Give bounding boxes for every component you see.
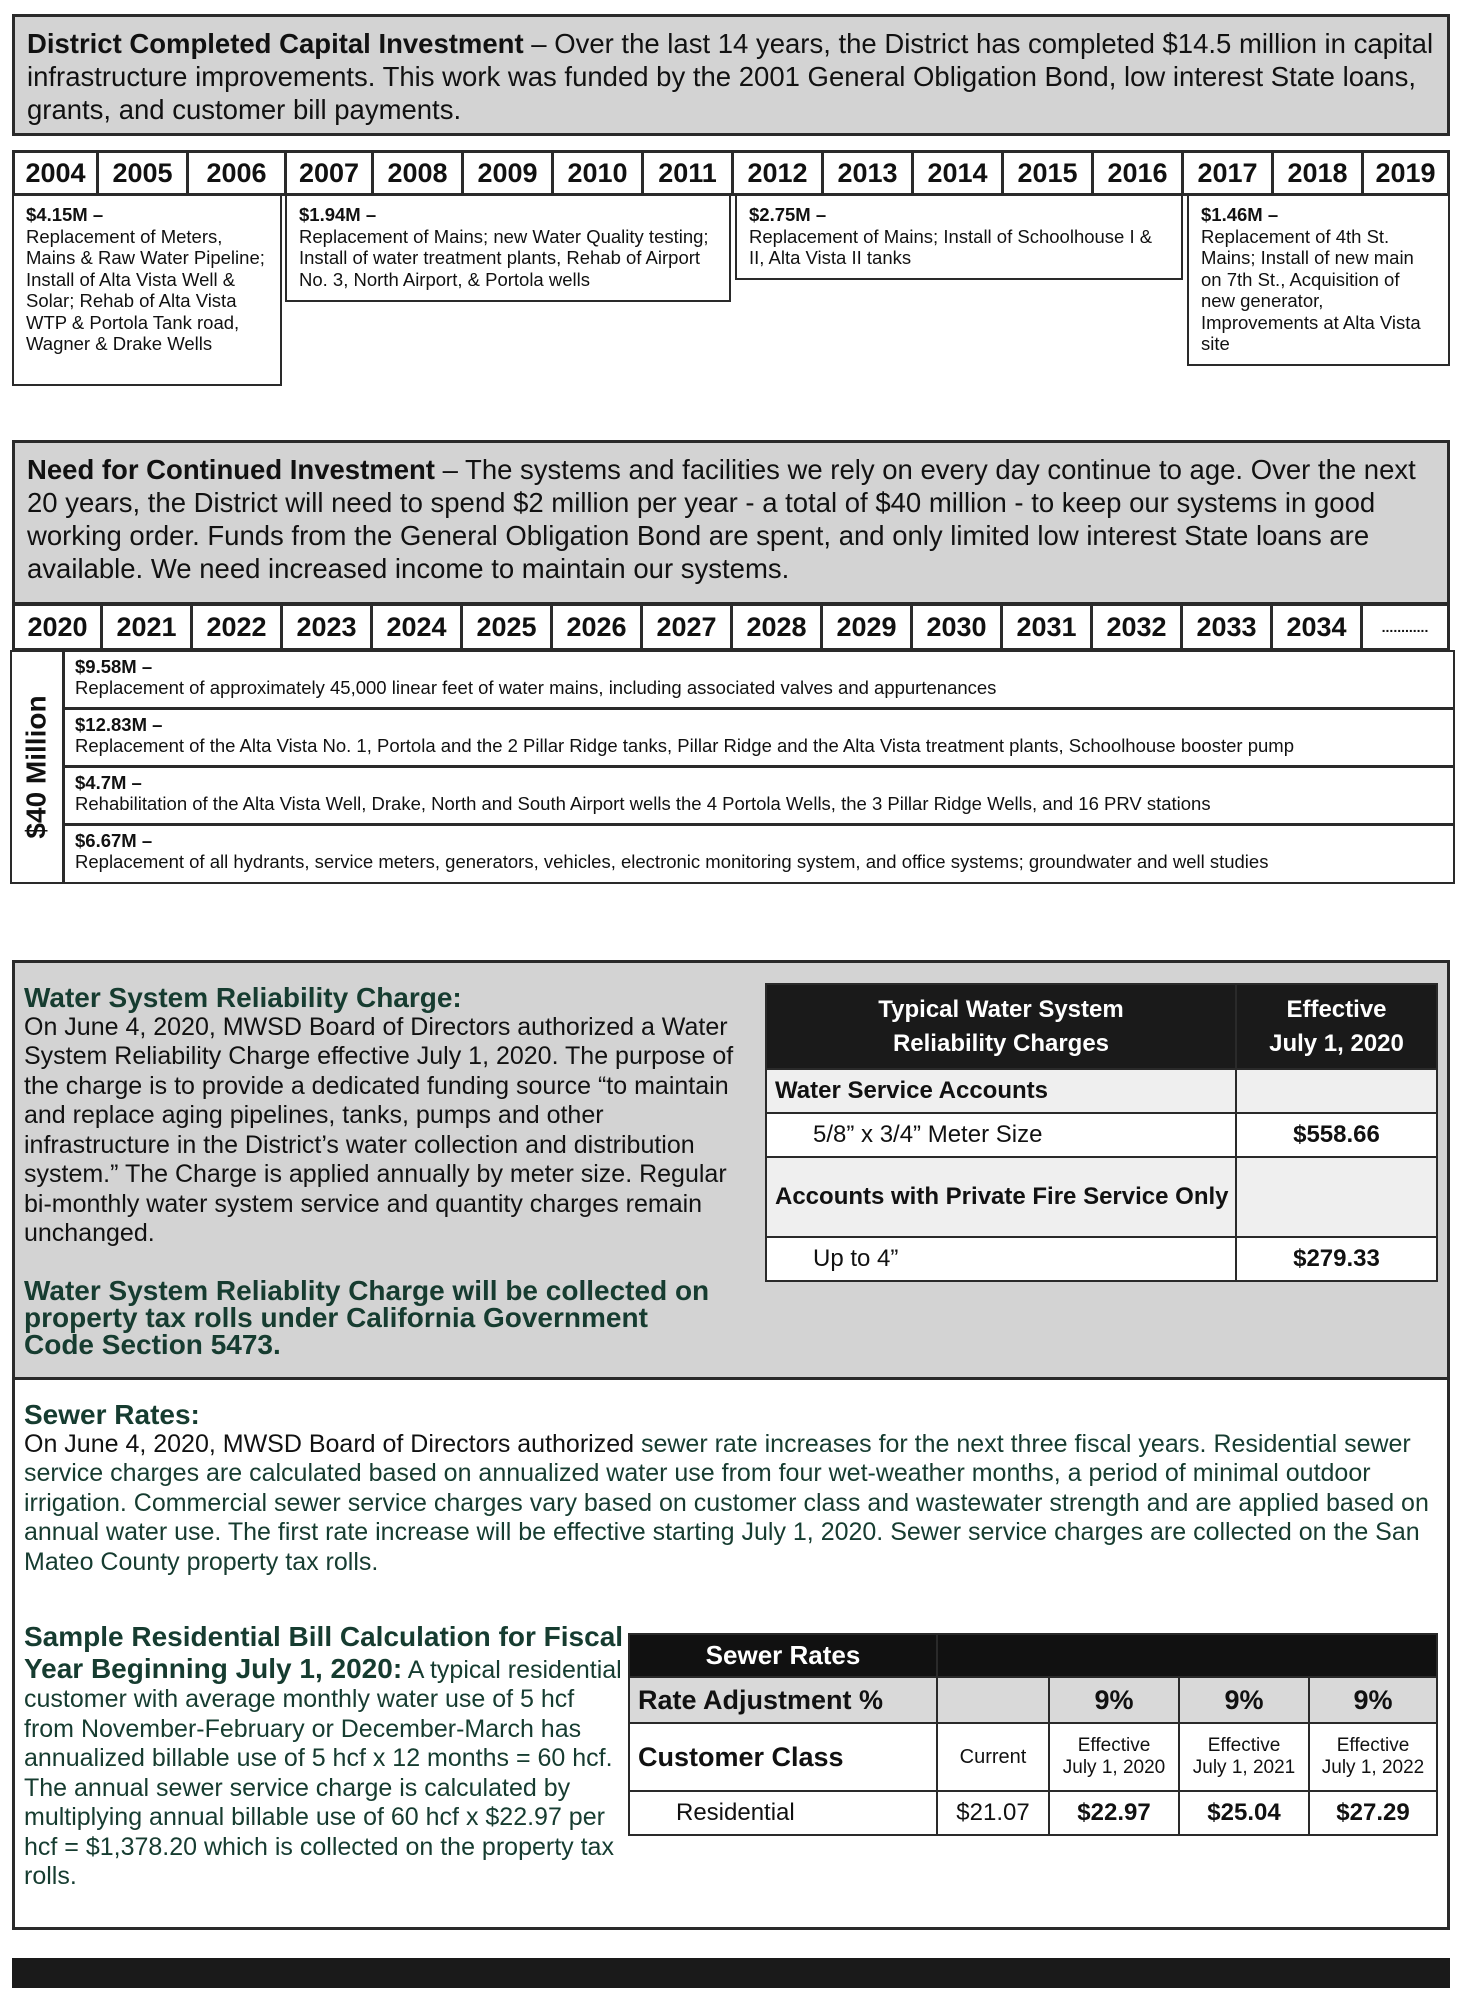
sewer-text-a: On June 4, 2020, MWSD Board of Directors authorized [24,1429,641,1458]
reliability-title: Water System Reliability Charge: [24,982,462,1013]
effective-cell [1179,1723,1309,1791]
group-label: Accounts with Private Fire Service Only [766,1157,1236,1237]
investment-amount: $12.83M – [75,714,163,735]
empty-cell [937,1677,1049,1723]
group-label: Water Service Accounts [766,1069,1236,1113]
year-cell: 2027 [643,606,733,648]
completed-text: – Over the last 14 years, the District has completed $14.5 million in capital infrastructure improvements. This work was funded by the 2001 General Obligation Bond, low interest State loans, grants, and customer bill payments. [27,28,1434,125]
project-amount: $1.94M – [299,204,377,225]
year-cell: 2031 [1003,606,1093,648]
effective-date: July 1, 2022 [1321,1757,1425,1778]
rate-value: 9% [1179,1677,1309,1723]
year-cell: 2030 [913,606,1003,648]
class-label: Customer Class [629,1723,937,1791]
sewer-text-b: sewer rate increases for the next three fiscal years. Residential sewer service charges are calculated based on annualized water use from four wet-weather months, a period of minimal outdoor irrigation. Commercial sewer service charges vary based on customer class and wastewater strength and are applied based on annual water use. The first rate increase will be effective starting July 1, 2020. Sewer service charges are collected on the San Mateo County property tax rolls. [24,1429,1429,1576]
continued-title: Need for Continued Investment [27,454,435,485]
effective-date: July 1, 2021 [1192,1757,1296,1778]
investment-desc: Replacement of all hydrants, service meters, generators, vehicles, electronic monitoring system, and office systems; groundwater and well studies [75,851,1269,872]
effective-date: July 1, 2020 [1062,1757,1166,1778]
project-desc: Replacement of Meters, Mains & Raw Water Pipeline; Install of Alta Vista Well & Solar; Rehab of Alta Vista WTP & Portola Tank road, Wagner & Drake Wells [26,225,265,354]
project-box-2012 [735,194,1183,280]
effective-cell [1309,1723,1437,1791]
investment-row [63,650,1455,709]
sewer-title: Sewer Rates: [24,1399,200,1430]
effective-text: Effective [1207,1735,1281,1756]
year-cell: 2023 [283,606,373,648]
residential-value: $25.04 [1179,1791,1309,1835]
year-cell: 2019 [1375,157,1436,188]
year-cell: 2015 [1004,153,1094,193]
row-value: $279.33 [1236,1237,1437,1281]
reliability-text-block [24,983,734,1249]
investment-amount: $9.58M – [75,656,153,677]
rate-label: Rate Adjustment % [629,1677,937,1723]
year-cell: 2020 [15,606,103,648]
side-label-text: $40 Million [21,695,52,839]
year-cell: 2021 [103,606,193,648]
year-cell: 2014 [914,153,1004,193]
investment-desc: Rehabilitation of the Alta Vista Well, Drake, North and South Airport wells the 4 Portola Wells, the 3 Pillar Ridge Wells, and 16 PRV stations [75,793,1211,814]
project-desc: Replacement of Mains; Install of Schoolhouse I & II, Alta Vista II tanks [749,225,1153,268]
year-cell: ............ [1381,619,1429,635]
year-cell: 2026 [553,606,643,648]
year-cell: 2004 [15,153,99,193]
year-cell: 2012 [734,153,824,193]
completed-title: District Completed Capital Investment [27,28,524,59]
reliability-table-head-left [766,984,1236,1069]
rate-value: 9% [1049,1677,1179,1723]
year-cell: 2024 [373,606,463,648]
project-amount: $1.46M – [1201,204,1279,225]
investment-desc: Replacement of approximately 45,000 linear feet of water mains, including associated valves and appurtenances [75,677,997,698]
year-cell: 2029 [823,606,913,648]
year-cell: 2008 [374,153,464,193]
year-cell: 2007 [287,153,374,193]
residential-value: $22.97 [1049,1791,1179,1835]
investment-row [63,766,1455,825]
sewer-table-header: Sewer Rates [629,1634,937,1677]
project-box-2007 [285,194,731,302]
year-cell: 2005 [99,153,189,193]
project-amount: $4.15M – [26,204,104,225]
project-box-2004 [12,194,282,386]
year-cell: 2034 [1273,606,1363,648]
effective-text: Effective [1336,1735,1410,1756]
residential-label: Residential [629,1791,937,1835]
investment-amount: $6.67M – [75,830,153,851]
year-cell: 2016 [1094,153,1184,193]
sewer-text-block [24,1400,1434,1577]
residential-current: $21.07 [937,1791,1049,1835]
effective-cell [1049,1723,1179,1791]
year-cell: 2028 [733,606,823,648]
head-text: Typical Water System [878,995,1124,1023]
empty-cell [1236,1069,1437,1113]
project-amount: $2.75M – [749,204,827,225]
project-desc: Replacement of Mains; new Water Quality testing; Install of water treatment plants, Rehab of Airport No. 3, North Airport, & Portola wells [299,225,709,290]
year-cell: 2022 [193,606,283,648]
project-box-2017 [1187,194,1450,366]
year-cell: 2010 [554,153,644,193]
residential-value: $27.29 [1309,1791,1437,1835]
investment-row [63,824,1455,884]
sample-title: Sample Residential Bill Calculation for Fiscal Year Beginning July 1, 2020: [24,1621,624,1684]
year-cell: 2011 [644,153,734,193]
year-cell: 2017 [1184,153,1274,193]
effective-text: Effective [1077,1735,1151,1756]
year-cell: 2018 [1274,153,1364,193]
sewer-rates-table [628,1633,1438,1836]
bottom-bar [12,1958,1450,1988]
sample-text: A typical residential customer with average monthly water use of 5 hcf from November-February or December-March has annualized billable use of 5 hcf x 12 months = 60 hcf. The annual sewer service charge is calculated by multiplying annual billable use of 60 hcf x $22.97 per hcf = $1,378.20 which is collected on the property tax rolls. [24,1655,622,1890]
reliability-collected: Water System Reliablity Charge will be collected on property tax rolls under California Government Code Section 5473. [24,1275,710,1360]
year-cell: 2033 [1183,606,1273,648]
row-label: 5/8” x 3/4” Meter Size [766,1113,1236,1157]
header-fill [937,1634,1437,1677]
project-desc: Replacement of 4th St. Mains; Install of new main on 7th St., Acquisition of new generator, Improvements at Alta Vista site [1201,225,1421,354]
head-text: Reliability Charges [892,1029,1110,1057]
rate-value: 9% [1309,1677,1437,1723]
continued-years [12,603,1450,651]
forty-million-label [10,650,64,884]
year-cell: 2025 [463,606,553,648]
reliability-table [765,983,1438,1282]
head-text: Effective [1286,995,1387,1023]
row-label: Up to 4” [766,1237,1236,1281]
year-cell: 2013 [824,153,914,193]
row-value: $558.66 [1236,1113,1437,1157]
investment-amount: $4.7M – [75,772,142,793]
completed-years [12,150,1450,196]
reliability-table-head-right [1236,984,1437,1069]
empty-cell [1236,1157,1437,1237]
year-cell: 2032 [1093,606,1183,648]
reliability-text: On June 4, 2020, MWSD Board of Directors authorized a Water System Reliability Charge effective July 1, 2020. The purpose of the charge is to provide a dedicated funding source “to maintain and replace aging pipelines, tanks, pumps and other infrastructure in the District’s water collection and distribution system.” The Charge is applied annually by meter size. Regular bi-monthly water system service and quantity charges remain unchanged. [24,1012,734,1247]
continued-text: – The systems and facilities we rely on every day continue to age. Over the next 20 years, the District will need to spend $2 million per year - a total of $40 million - to keep our systems in good working order. Funds from the General Obligation Bond are spent, and only limited low interest State loans are available. We need increased income to maintain our systems. [27,454,1416,584]
current-label: Current [937,1723,1049,1791]
head-text: July 1, 2020 [1269,1029,1404,1057]
year-cell: 2009 [464,153,554,193]
sample-text-block [24,1622,624,1892]
continued-header [12,440,1450,605]
completed-header [12,14,1450,136]
year-cell: 2006 [189,153,287,193]
investment-row [63,708,1455,767]
investment-desc: Replacement of the Alta Vista No. 1, Portola and the 2 Pillar Ridge tanks, Pillar Ridge and the Alta Vista treatment plants, Schoolhouse booster pump [75,735,1294,756]
